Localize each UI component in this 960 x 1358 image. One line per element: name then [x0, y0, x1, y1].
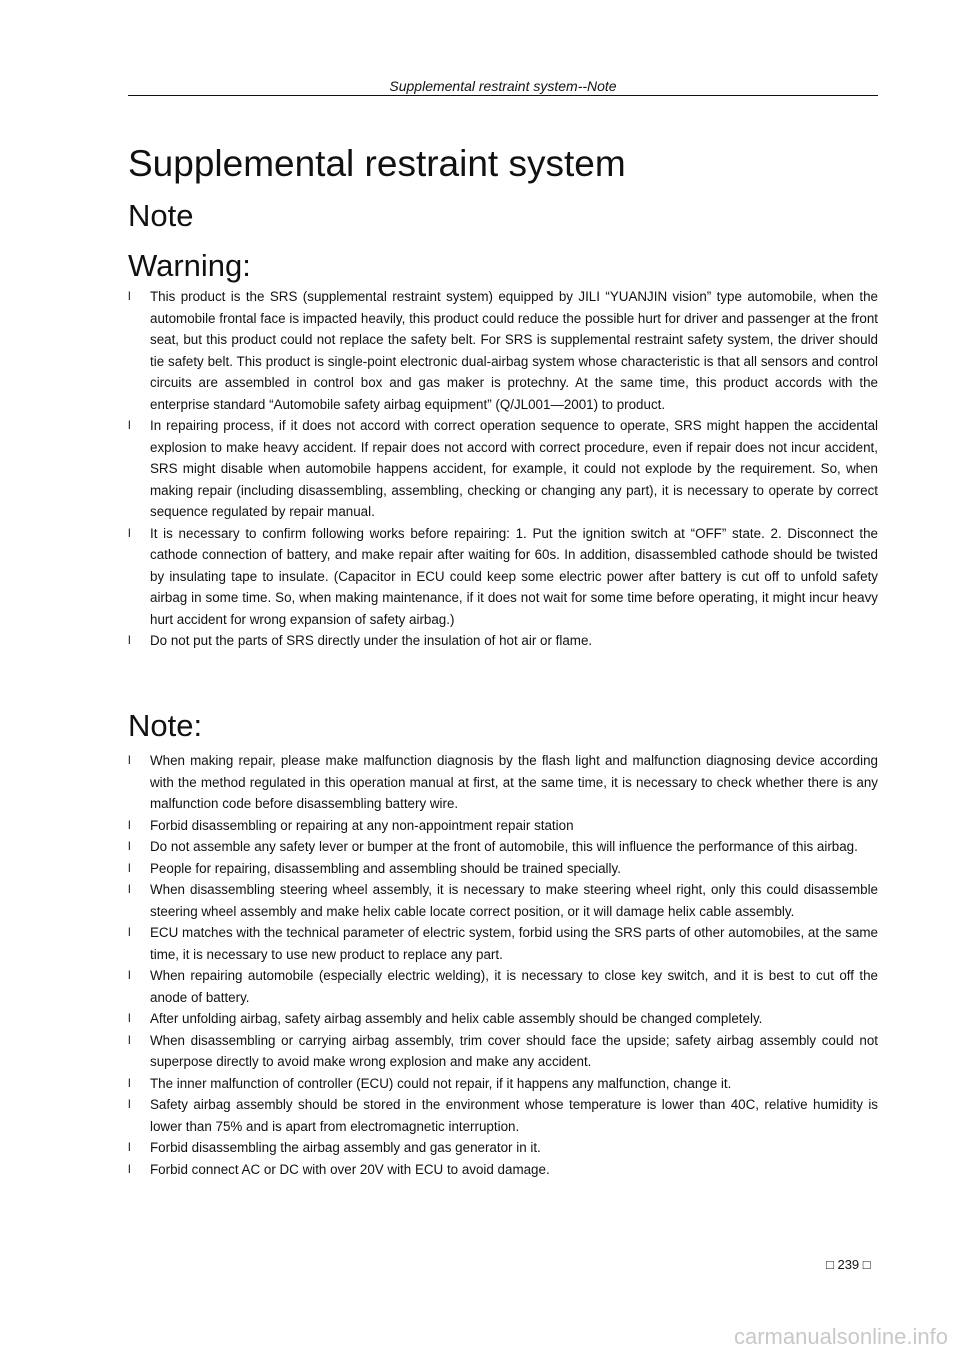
bullet-icon: l: [128, 968, 131, 982]
header-rule: [128, 95, 878, 96]
warning-heading: Warning:: [128, 248, 251, 283]
bullet-icon: l: [128, 1032, 131, 1047]
bullet-icon: l: [128, 925, 131, 939]
bullet-icon: l: [128, 1097, 131, 1111]
list-item: l Do not assemble any safety lever or bumper at the front of automobile, this will influence the performance of this airbag.: [128, 836, 878, 858]
note-heading: Note:: [128, 708, 203, 743]
bullet-icon: l: [128, 633, 131, 647]
watermark: carmanualsonline.info: [733, 1324, 948, 1349]
bullet-icon: l: [128, 289, 131, 303]
list-item: l After unfolding airbag, safety airbag assembly and helix cable assembly should be changed completely.: [128, 1008, 878, 1030]
bullet-icon: l: [128, 882, 131, 896]
list-item: l Forbid connect AC or DC with over 20V with ECU to avoid damage.: [128, 1159, 878, 1181]
bullet-icon: l: [128, 418, 131, 432]
list-item: l It is necessary to confirm following works before repairing: 1. Put the ignition switch at “OFF” state. 2. Disconnect the cathode connection of battery, and make repair after waiting for 60s. In addition, disassembled cathode should be twisted by insulating tape to insulate. (Capacitor in ECU could keep some electric power after battery is cut off to unfold safety airbag in some time. So, when making maintenance, if it does not wait for some time before operating, it might incur heavy hurt accident for wrong expansion of safety airbag.): [128, 523, 878, 631]
bullet-icon: l: [128, 817, 131, 832]
bullet-icon: l: [128, 1011, 131, 1025]
list-item: l The inner malfunction of controller (ECU) could not repair, if it happens any malfunction, change it.: [128, 1073, 878, 1095]
list-item: l When disassembling steering wheel assembly, it is necessary to make steering wheel right, only this could disassemble steering wheel assembly and make helix cable locate correct position, or it will damage helix cable assembly.: [128, 879, 878, 922]
list-item: l People for repairing, disassembling and assembling should be trained specially.: [128, 858, 878, 880]
list-item: l Safety airbag assembly should be stored in the environment whose temperature is lower than 40C, relative humidity is lower than 75% and is apart from electromagnetic interruption.: [128, 1094, 878, 1137]
bullet-icon: l: [128, 753, 131, 767]
list-item: l In repairing process, if it does not accord with correct operation sequence to operate, SRS might happen the accidental explosion to make heavy accident. If repair does not accord with correct procedure, even if repair does not incur accident, SRS might disable when automobile happens accident, for example, it could not explode by the requirement. So, when making repair (including disassembling, assembling, checking or changing any part), it is necessary to operate by correct sequence regulated by repair manual.: [128, 415, 878, 523]
list-item: l ECU matches with the technical parameter of electric system, forbid using the SRS parts of other automobiles, at the same time, it is necessary to use new product to replace any part.: [128, 922, 878, 965]
list-item: l Do not put the parts of SRS directly under the insulation of hot air or flame.: [128, 630, 878, 652]
bullet-icon: l: [128, 1161, 131, 1176]
bullet-icon: l: [128, 860, 131, 875]
list-item: l Forbid disassembling the airbag assembly and gas generator in it.: [128, 1137, 878, 1159]
warning-list: [128, 286, 878, 652]
note-list: [128, 750, 878, 1180]
list-item: l When disassembling or carrying airbag assembly, trim cover should face the upside; safety airbag assembly could not superpose directly to avoid make wrong explosion and make any accident.: [128, 1030, 878, 1073]
list-item: l This product is the SRS (supplemental restraint system) equipped by JILI “YUANJIN vision” type automobile, when the automobile frontal face is impacted heavily, this product could reduce the possible hurt for driver and passenger at the front seat, but this product could not replace the safety belt. For SRS is supplemental restraint safety system, the driver should tie safety belt. This product is single-point electronic dual-airbag system whose characteristic is that all sensors and control circuits are assembled in control box and gas maker is protechny. At the same time, this product accords with the enterprise standard “Automobile safety airbag equipment” (Q/JL001—2001) to product.: [128, 286, 878, 415]
list-item: l When repairing automobile (especially electric welding), it is necessary to close key switch, and it is best to cut off the anode of battery.: [128, 965, 878, 1008]
list-item: l When making repair, please make malfunction diagnosis by the flash light and malfunction diagnosing device according with the method regulated in this operation manual at first, at the same time, it is necessary to check whether there is any malfunction code before disassembling battery wire.: [128, 750, 878, 815]
running-header: Supplemental restraint system--Note: [389, 78, 617, 94]
bullet-icon: l: [128, 1075, 131, 1090]
bullet-icon: l: [128, 1140, 131, 1154]
page-number: □ 239 □: [826, 1257, 871, 1272]
page-title: Supplemental restraint system: [128, 143, 626, 184]
list-item: l Forbid disassembling or repairing at any non-appointment repair station: [128, 815, 878, 837]
section-title: Note: [128, 198, 194, 233]
bullet-icon: l: [128, 839, 131, 853]
bullet-icon: l: [128, 525, 131, 540]
